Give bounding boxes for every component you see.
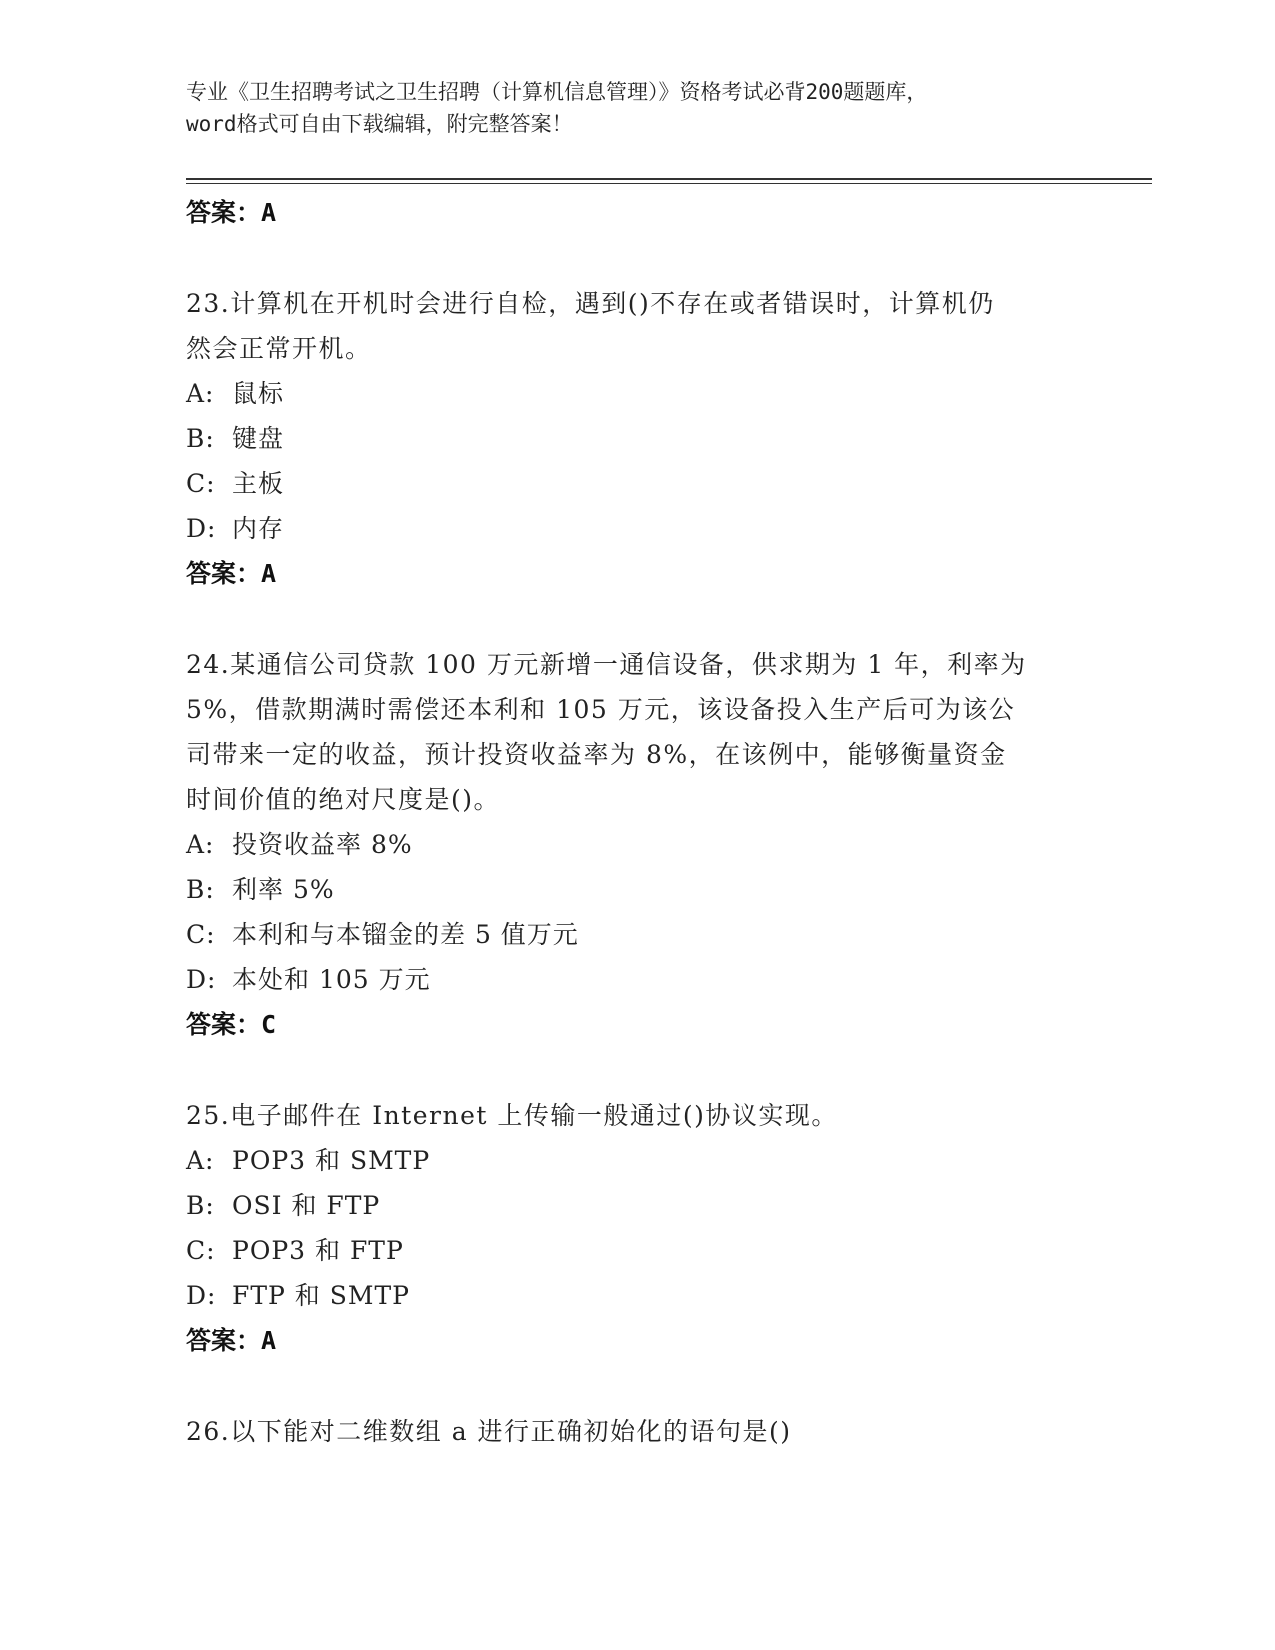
option-key: B:	[186, 1191, 215, 1220]
option-text: 主板	[232, 469, 285, 498]
header-line-2: word格式可自由下载编辑，附完整答案！	[186, 112, 573, 136]
option-text: 利率 5%	[232, 875, 335, 904]
option-item	[186, 1273, 1086, 1318]
option-key: B:	[186, 875, 215, 904]
question-block	[186, 1093, 1086, 1363]
option-key: C:	[186, 469, 216, 498]
option-item	[186, 371, 1086, 416]
option-text: 本利和与本镏金的差 5 值万元	[232, 920, 579, 949]
option-item	[186, 416, 1086, 461]
question-line: 司带来一定的收益，预计投资收益率为 8%，在该例中，能够衡量资金	[186, 740, 1007, 769]
answer-label: 答案：A	[186, 1326, 277, 1355]
option-text: 投资收益率 8%	[232, 830, 413, 859]
option-item	[186, 912, 1086, 957]
question-line: 时间价值的绝对尺度是()。	[186, 785, 501, 814]
header-divider-thin	[186, 183, 1152, 184]
option-key: D:	[186, 1281, 217, 1310]
option-key: B:	[186, 424, 215, 453]
question-line: 24.某通信公司贷款 100 万元新增一通信设备，供求期为 1 年，利率为	[186, 650, 1027, 679]
spacer	[186, 596, 1086, 642]
option-text: OSI 和 FTP	[232, 1191, 381, 1220]
question-block	[186, 1409, 1086, 1454]
question-line: 25.电子邮件在 Internet 上传输一般通过()协议实现。	[186, 1101, 838, 1130]
option-text: 内存	[232, 514, 285, 543]
option-item	[186, 822, 1086, 867]
header-divider-thick	[186, 178, 1152, 180]
answer-label: 答案：A	[186, 198, 277, 227]
option-text: POP3 和 FTP	[232, 1236, 404, 1265]
answer-label: 答案：C	[186, 1010, 277, 1039]
option-key: A:	[186, 1146, 215, 1175]
question-list	[186, 190, 1086, 1454]
spacer	[186, 1363, 1086, 1409]
question-block	[186, 642, 1086, 1047]
option-item	[186, 506, 1086, 551]
option-text: 本处和 105 万元	[232, 965, 431, 994]
answer-label: 答案：A	[186, 559, 277, 588]
option-text: 键盘	[232, 424, 285, 453]
document-header	[186, 76, 1066, 140]
option-key: D:	[186, 514, 217, 543]
spacer	[186, 1047, 1086, 1093]
question-line: 23.计算机在开机时会进行自检，遇到()不存在或者错误时，计算机仍	[186, 289, 995, 318]
spacer	[186, 235, 1086, 281]
question-line: 26.以下能对二维数组 a 进行正确初始化的语句是()	[186, 1417, 792, 1446]
option-text: POP3 和 SMTP	[232, 1146, 431, 1175]
option-key: D:	[186, 965, 217, 994]
option-text: 鼠标	[232, 379, 285, 408]
option-item	[186, 461, 1086, 506]
option-item	[186, 1138, 1086, 1183]
option-key: A:	[186, 830, 215, 859]
question-block	[186, 281, 1086, 596]
header-line-1: 专业《卫生招聘考试之卫生招聘（计算机信息管理）》资格考试必背200题题库，	[186, 80, 928, 104]
question-line: 然会正常开机。	[186, 334, 372, 363]
option-item	[186, 1228, 1086, 1273]
question-line: 5%，借款期满时需偿还本利和 105 万元，该设备投入生产后可为该公	[186, 695, 1016, 724]
option-item	[186, 957, 1086, 1002]
option-item	[186, 867, 1086, 912]
option-text: FTP 和 SMTP	[232, 1281, 410, 1310]
option-item	[186, 1183, 1086, 1228]
option-key: A:	[186, 379, 215, 408]
option-key: C:	[186, 920, 216, 949]
option-key: C:	[186, 1236, 216, 1265]
